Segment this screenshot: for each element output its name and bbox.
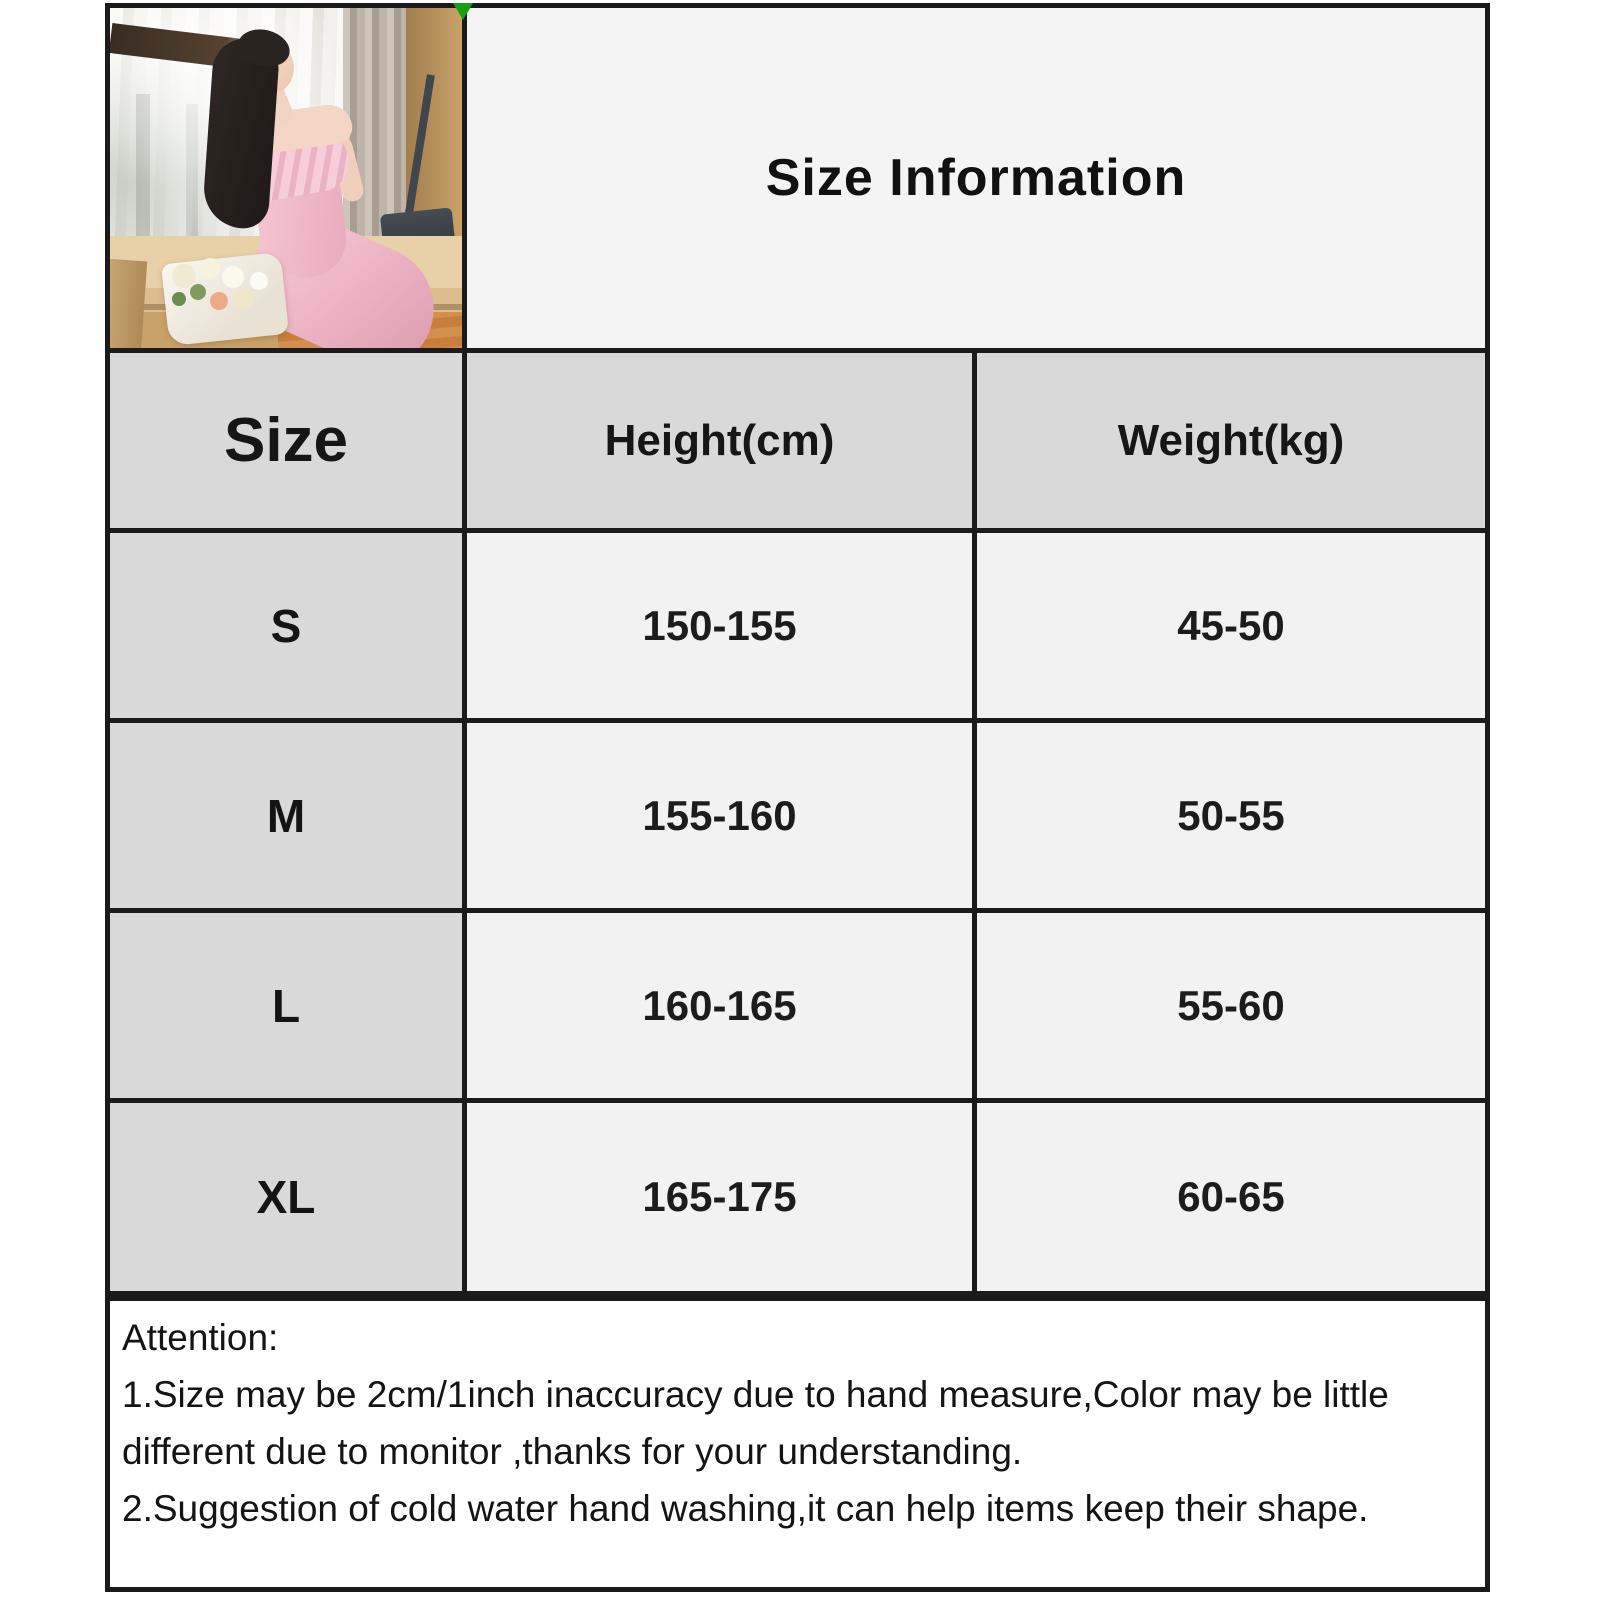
- page-title: Size Information: [765, 149, 1187, 207]
- row-label-s: S: [110, 533, 462, 718]
- bouquet-flower: [222, 266, 244, 288]
- attention-note: [105, 1296, 1490, 1592]
- size-table: [105, 3, 1490, 1296]
- bouquet-flower: [234, 288, 254, 308]
- attention-heading: Attention:: [122, 1317, 279, 1358]
- row-label-l: L: [110, 913, 462, 1098]
- bouquet-flower: [200, 258, 220, 278]
- column-header-size: Size: [110, 353, 462, 528]
- height-cell-xl: 165-175: [467, 1103, 972, 1291]
- table-title-cell: [467, 8, 1485, 348]
- weight-cell-l: 55-60: [977, 913, 1485, 1098]
- height-cell-m: 155-160: [467, 723, 972, 908]
- bouquet-leaf: [172, 292, 186, 306]
- height-cell-l: 160-165: [467, 913, 972, 1098]
- wood-post: [110, 259, 147, 348]
- attention-line-3: 2.Suggestion of cold water hand washing,it can help items keep their shape.: [122, 1488, 1369, 1529]
- row-label-xl: XL: [110, 1103, 462, 1291]
- height-cell-s: 150-155: [467, 533, 972, 718]
- weight-cell-m: 50-55: [977, 723, 1485, 908]
- bouquet-flower: [250, 272, 268, 290]
- bouquet-leaf: [190, 284, 206, 300]
- attention-line-1: 1.Size may be 2cm/1inch inaccuracy due to hand measure,Color may be little: [122, 1374, 1389, 1415]
- attention-line-2: different due to monitor ,thanks for your understanding.: [122, 1431, 1023, 1472]
- weight-cell-s: 45-50: [977, 533, 1485, 718]
- column-header-weight: Weight(kg): [977, 353, 1485, 528]
- weight-cell-xl: 60-65: [977, 1103, 1485, 1291]
- product-photo: [110, 8, 462, 348]
- green-corner-marker-icon: [453, 3, 473, 20]
- column-header-height: Height(cm): [467, 353, 972, 528]
- bouquet-flower: [210, 292, 228, 310]
- bouquet-flower: [172, 264, 196, 288]
- row-label-m: M: [110, 723, 462, 908]
